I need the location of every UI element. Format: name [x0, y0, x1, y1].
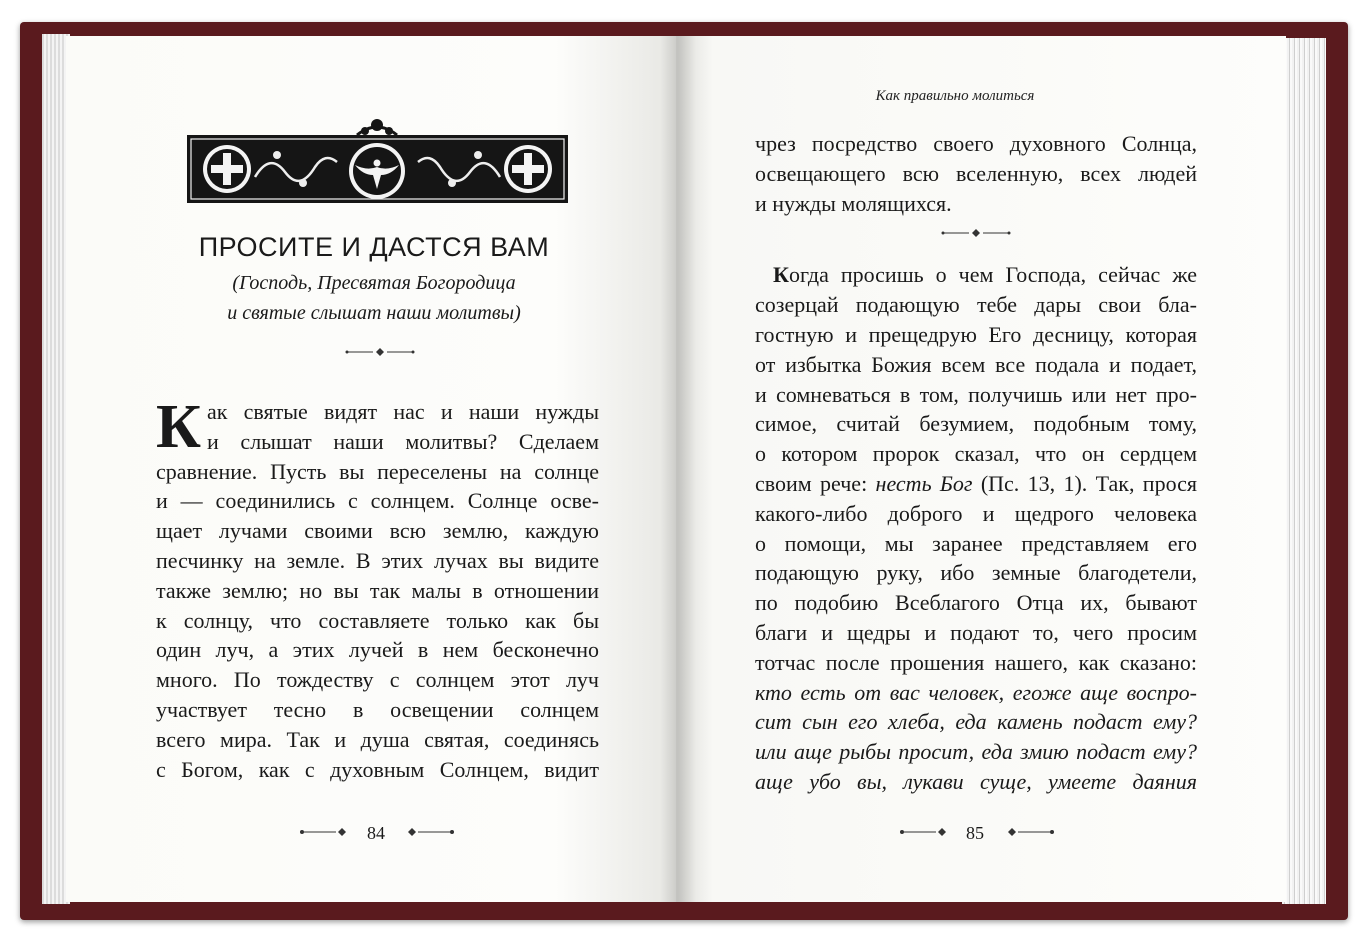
left-page-text	[156, 393, 599, 784]
text-line: подающую руку, ибо земные благодетели,	[755, 560, 1197, 586]
divider-ornament-icon	[345, 347, 415, 357]
text-line: от избытка Божия всем все подала и подает,	[755, 351, 1197, 377]
text-line: щает лучами своими всю землю, каждую	[156, 518, 599, 544]
divider-ornament-icon	[941, 228, 1011, 238]
text-line: кто есть от вас человек, егоже аще воспро-	[755, 679, 1197, 705]
text-line: тотчас после прошения нашего, как сказано:	[755, 649, 1197, 675]
text-line: и слышат наши молитвы? Сделаем	[206, 428, 599, 454]
chapter-subtitle-line2: и святые слышат наши молитвы)	[227, 302, 521, 324]
footer-ornament-icon	[408, 826, 456, 838]
text-line: ак святые видят нас и наши нужды	[206, 399, 599, 424]
text-line: аще убо вы, лукави суще, умеете даяния	[755, 768, 1197, 794]
section-break	[755, 218, 1197, 260]
text-line: какого-либо доброго и щедрого человека	[755, 500, 1197, 526]
text-line: с Богом, как с духовным Солнцем, видит	[156, 756, 599, 782]
text-line: один луч, а этих лучей в нем бесконечно	[156, 637, 599, 663]
footer-ornament-icon	[298, 826, 346, 838]
ornament-band-icon	[185, 117, 570, 207]
text-line: участвует тесно в освещении солнцем	[156, 696, 599, 722]
text-line: и сомневаться в том, получишь или нет про-	[755, 381, 1197, 407]
running-head: Как правильно молиться	[875, 88, 1035, 104]
text-line: или аще рыбы просит, еда змию подаст ему?	[755, 739, 1197, 765]
page-number-left: 84	[367, 823, 385, 843]
page-edges-right	[1282, 38, 1326, 904]
text-line: о помощи, мы заранее представляем его	[755, 530, 1197, 556]
text-line: всего мира. Так и душа святая, соединясь	[156, 726, 599, 752]
text-line: сравнение. Пусть вы переселены на солнце	[156, 458, 599, 484]
page-number-right: 85	[966, 823, 984, 843]
text-line: много. По тождеству с солнцем этот луч	[156, 667, 599, 693]
text-line: Когда просишь о чем Господа, сейчас же	[773, 262, 1197, 288]
text-line: песчинку на земле. В этих лучах вы видите	[156, 547, 599, 573]
text-line: гостную и прещедрую Его десницу, которая	[755, 321, 1197, 347]
text-line: сит сын его хлеба, еда камень подаст ему?	[755, 709, 1197, 735]
text-line: к солнцу, что составляете только как бы	[156, 607, 599, 633]
spine-gutter	[660, 36, 696, 902]
chapter-subtitle-line1: (Господь, Пресвятая Богородица	[232, 272, 516, 294]
footer-ornament-icon	[1008, 826, 1056, 838]
text-line: также землю; но вы так малы в отношении	[156, 577, 599, 603]
chapter-title: ПРОСИТЕ И ДАСТСЯ ВАМ	[198, 232, 550, 262]
right-page-text	[755, 129, 1197, 797]
text-line: симое, считай безумием, подобным тому,	[755, 411, 1197, 437]
text-line: по подобию Всеблагого Отца их, бывают	[755, 590, 1197, 616]
footer-ornament-icon	[898, 826, 946, 838]
text-line: чрез посредство своего духовного Солнца,	[755, 131, 1197, 156]
text-line: освещающего всю вселенную, всех людей	[755, 160, 1197, 186]
text-line: благи и щедры и подают то, чего просим	[755, 619, 1197, 645]
text-line: о котором пророк сказал, что он сердцем	[755, 441, 1197, 467]
text-line: и — соединились с солнцем. Солнце осве-	[156, 488, 599, 514]
text-line: созерцай подающую тебе дары свои бла-	[755, 292, 1197, 318]
paragraph-initial: К	[773, 262, 789, 288]
text-line: своим рече: несть Бог (Пс. 13, 1). Так, прося	[755, 470, 1197, 496]
drop-cap: К	[156, 393, 201, 461]
text-line: и нужды молящихся.	[755, 190, 952, 216]
